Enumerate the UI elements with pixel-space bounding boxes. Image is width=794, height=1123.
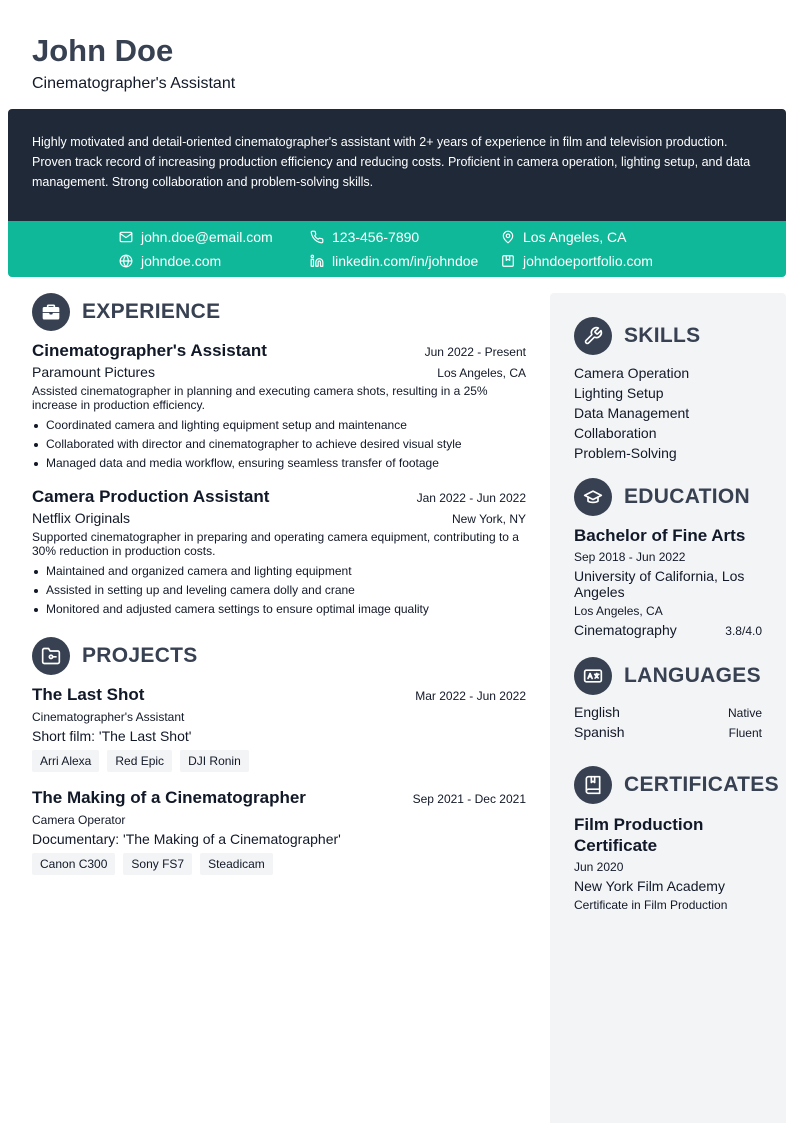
briefcase-icon: [41, 302, 61, 322]
project-date: Sep 2021 - Dec 2021: [412, 792, 526, 806]
contact-linkedin-text: linkedin.com/in/johndoe: [332, 253, 479, 269]
sidebar: [574, 317, 779, 912]
job-bullet: Assisted in setting up and leveling camera dolly and crane: [32, 581, 526, 600]
skills-list: [574, 363, 762, 463]
experience-title: EXPERIENCE: [82, 300, 221, 323]
certificates-heading: [574, 766, 779, 804]
education-field: Cinematography: [574, 622, 677, 638]
certificates-title: CERTIFICATES: [624, 773, 779, 796]
contact-website[interactable]: [119, 251, 221, 271]
job-bullet: Managed data and media workflow, ensuring seamless transfer of footage: [32, 454, 526, 473]
candidate-name: John Doe: [32, 33, 174, 68]
education-degree: Bachelor of Fine Arts: [574, 526, 746, 545]
job-bullets: [32, 416, 526, 473]
languages-list: [574, 704, 762, 744]
job-date: Jun 2022 - Present: [424, 345, 526, 359]
skill-item: Collaboration: [574, 425, 657, 441]
tag: Canon C300: [32, 853, 115, 875]
certificate-item: [574, 814, 762, 912]
folder-icon: [41, 646, 61, 666]
job-bullet: Monitored and adjusted camera settings to ensure optimal image quality: [32, 600, 526, 619]
job-company: Netflix Originals: [32, 510, 131, 526]
job-bullet: Coordinated camera and lighting equipment setup and maintenance: [32, 416, 526, 435]
contact-website-text: johndoe.com: [141, 253, 222, 269]
skills-heading: [574, 317, 762, 355]
contact-phone[interactable]: [310, 227, 419, 247]
tag: Sony FS7: [123, 853, 192, 875]
projects-title: PROJECTS: [82, 644, 198, 667]
job-title: Cinematographer's Assistant: [32, 341, 267, 360]
job-bullet: Maintained and organized camera and lighting equipment: [32, 562, 526, 581]
language-item: [574, 724, 762, 744]
summary-text: Highly motivated and detail-oriented cinematographer's assistant with 2+ years of experience in film and television production. Proven track record of increasing production efficiency and reducing costs. Proficient in camera operation, lighting setup, and data management. Strong collaboration and problem-solving skills.: [32, 135, 751, 189]
project-role: Camera Operator: [32, 813, 126, 827]
contact-linkedin[interactable]: [310, 251, 478, 271]
job-location: Los Angeles, CA: [437, 366, 526, 380]
linkedin-icon: [310, 254, 324, 268]
language-name: English: [574, 704, 620, 720]
tag: DJI Ronin: [180, 750, 249, 772]
map-pin-icon: [501, 230, 515, 244]
certificate-description: Certificate in Film Production: [574, 898, 728, 912]
projects-heading: [32, 637, 526, 675]
contact-email[interactable]: [119, 227, 273, 247]
job-bullets: [32, 562, 526, 619]
contact-phone-text: 123-456-7890: [332, 229, 420, 245]
skill-item: Camera Operation: [574, 365, 690, 381]
job-location: New York, NY: [451, 512, 526, 526]
mail-icon: [119, 230, 133, 244]
education-gpa: 3.8/4.0: [725, 624, 762, 638]
skill-item: Lighting Setup: [574, 385, 664, 401]
job-description: Supported cinematographer in preparing and operating camera equipment, contributing to a 30% reduction in production costs.: [32, 530, 519, 558]
job-description: Assisted cinematographer in planning and executing camera shots, resulting in a 25% increase in production efficiency.: [32, 384, 488, 412]
education-date: Sep 2018 - Jun 2022: [574, 550, 686, 564]
globe-icon: [119, 254, 133, 268]
project-item: [32, 685, 526, 772]
experience-item: [32, 341, 526, 473]
project-title: The Last Shot: [32, 685, 145, 704]
certificate-title: Film Production Certificate: [574, 815, 704, 855]
certificate-date: Jun 2020: [574, 860, 624, 874]
tag: Arri Alexa: [32, 750, 99, 772]
contact-bar: [8, 221, 786, 277]
book-icon: [583, 775, 603, 795]
skill-item: Problem-Solving: [574, 445, 677, 461]
education-location: Los Angeles, CA: [574, 604, 663, 618]
contact-portfolio-text: johndoeportfolio.com: [523, 253, 653, 269]
job-bullet: Collaborated with director and cinematographer to achieve desired visual style: [32, 435, 526, 454]
languages-title: LANGUAGES: [624, 664, 761, 687]
translate-icon: [583, 666, 603, 686]
certificate-issuer: New York Film Academy: [574, 878, 725, 894]
education-school: University of California, Los Angeles: [574, 568, 745, 600]
language-item: [574, 704, 762, 724]
language-name: Spanish: [574, 724, 625, 740]
education-heading: [574, 478, 762, 516]
contact-portfolio[interactable]: [501, 251, 653, 271]
education-item: [574, 526, 762, 638]
experience-item: [32, 487, 526, 619]
project-date: Mar 2022 - Jun 2022: [415, 689, 526, 703]
skills-title: SKILLS: [624, 324, 701, 347]
language-level: Fluent: [728, 726, 762, 740]
job-title: Camera Production Assistant: [32, 487, 270, 506]
graduation-cap-icon: [583, 487, 603, 507]
project-description: Short film: 'The Last Shot': [32, 728, 192, 744]
portfolio-icon: [501, 254, 515, 268]
wrench-icon: [583, 326, 603, 346]
education-title: EDUCATION: [624, 485, 750, 508]
project-title: The Making of a Cinematographer: [32, 788, 306, 807]
candidate-title: Cinematographer's Assistant: [32, 75, 236, 92]
phone-icon: [310, 230, 324, 244]
contact-email-text: john.doe@email.com: [141, 229, 273, 245]
project-item: [32, 788, 526, 875]
job-date: Jan 2022 - Jun 2022: [416, 491, 526, 505]
contact-location: [501, 227, 627, 247]
project-description: Documentary: 'The Making of a Cinematographer': [32, 831, 341, 847]
skill-item: Data Management: [574, 405, 690, 421]
language-level: Native: [727, 706, 762, 720]
project-role: Cinematographer's Assistant: [32, 710, 185, 724]
tag: Red Epic: [107, 750, 172, 772]
main-column: [32, 293, 526, 875]
contact-location-text: Los Angeles, CA: [523, 229, 627, 245]
languages-heading: [574, 657, 762, 695]
resume-header: [32, 33, 235, 93]
project-tags: [32, 853, 526, 875]
project-tags: [32, 750, 526, 772]
experience-heading: [32, 293, 526, 331]
job-company: Paramount Pictures: [32, 364, 155, 380]
tag: Steadicam: [200, 853, 273, 875]
summary-section: [8, 109, 786, 221]
